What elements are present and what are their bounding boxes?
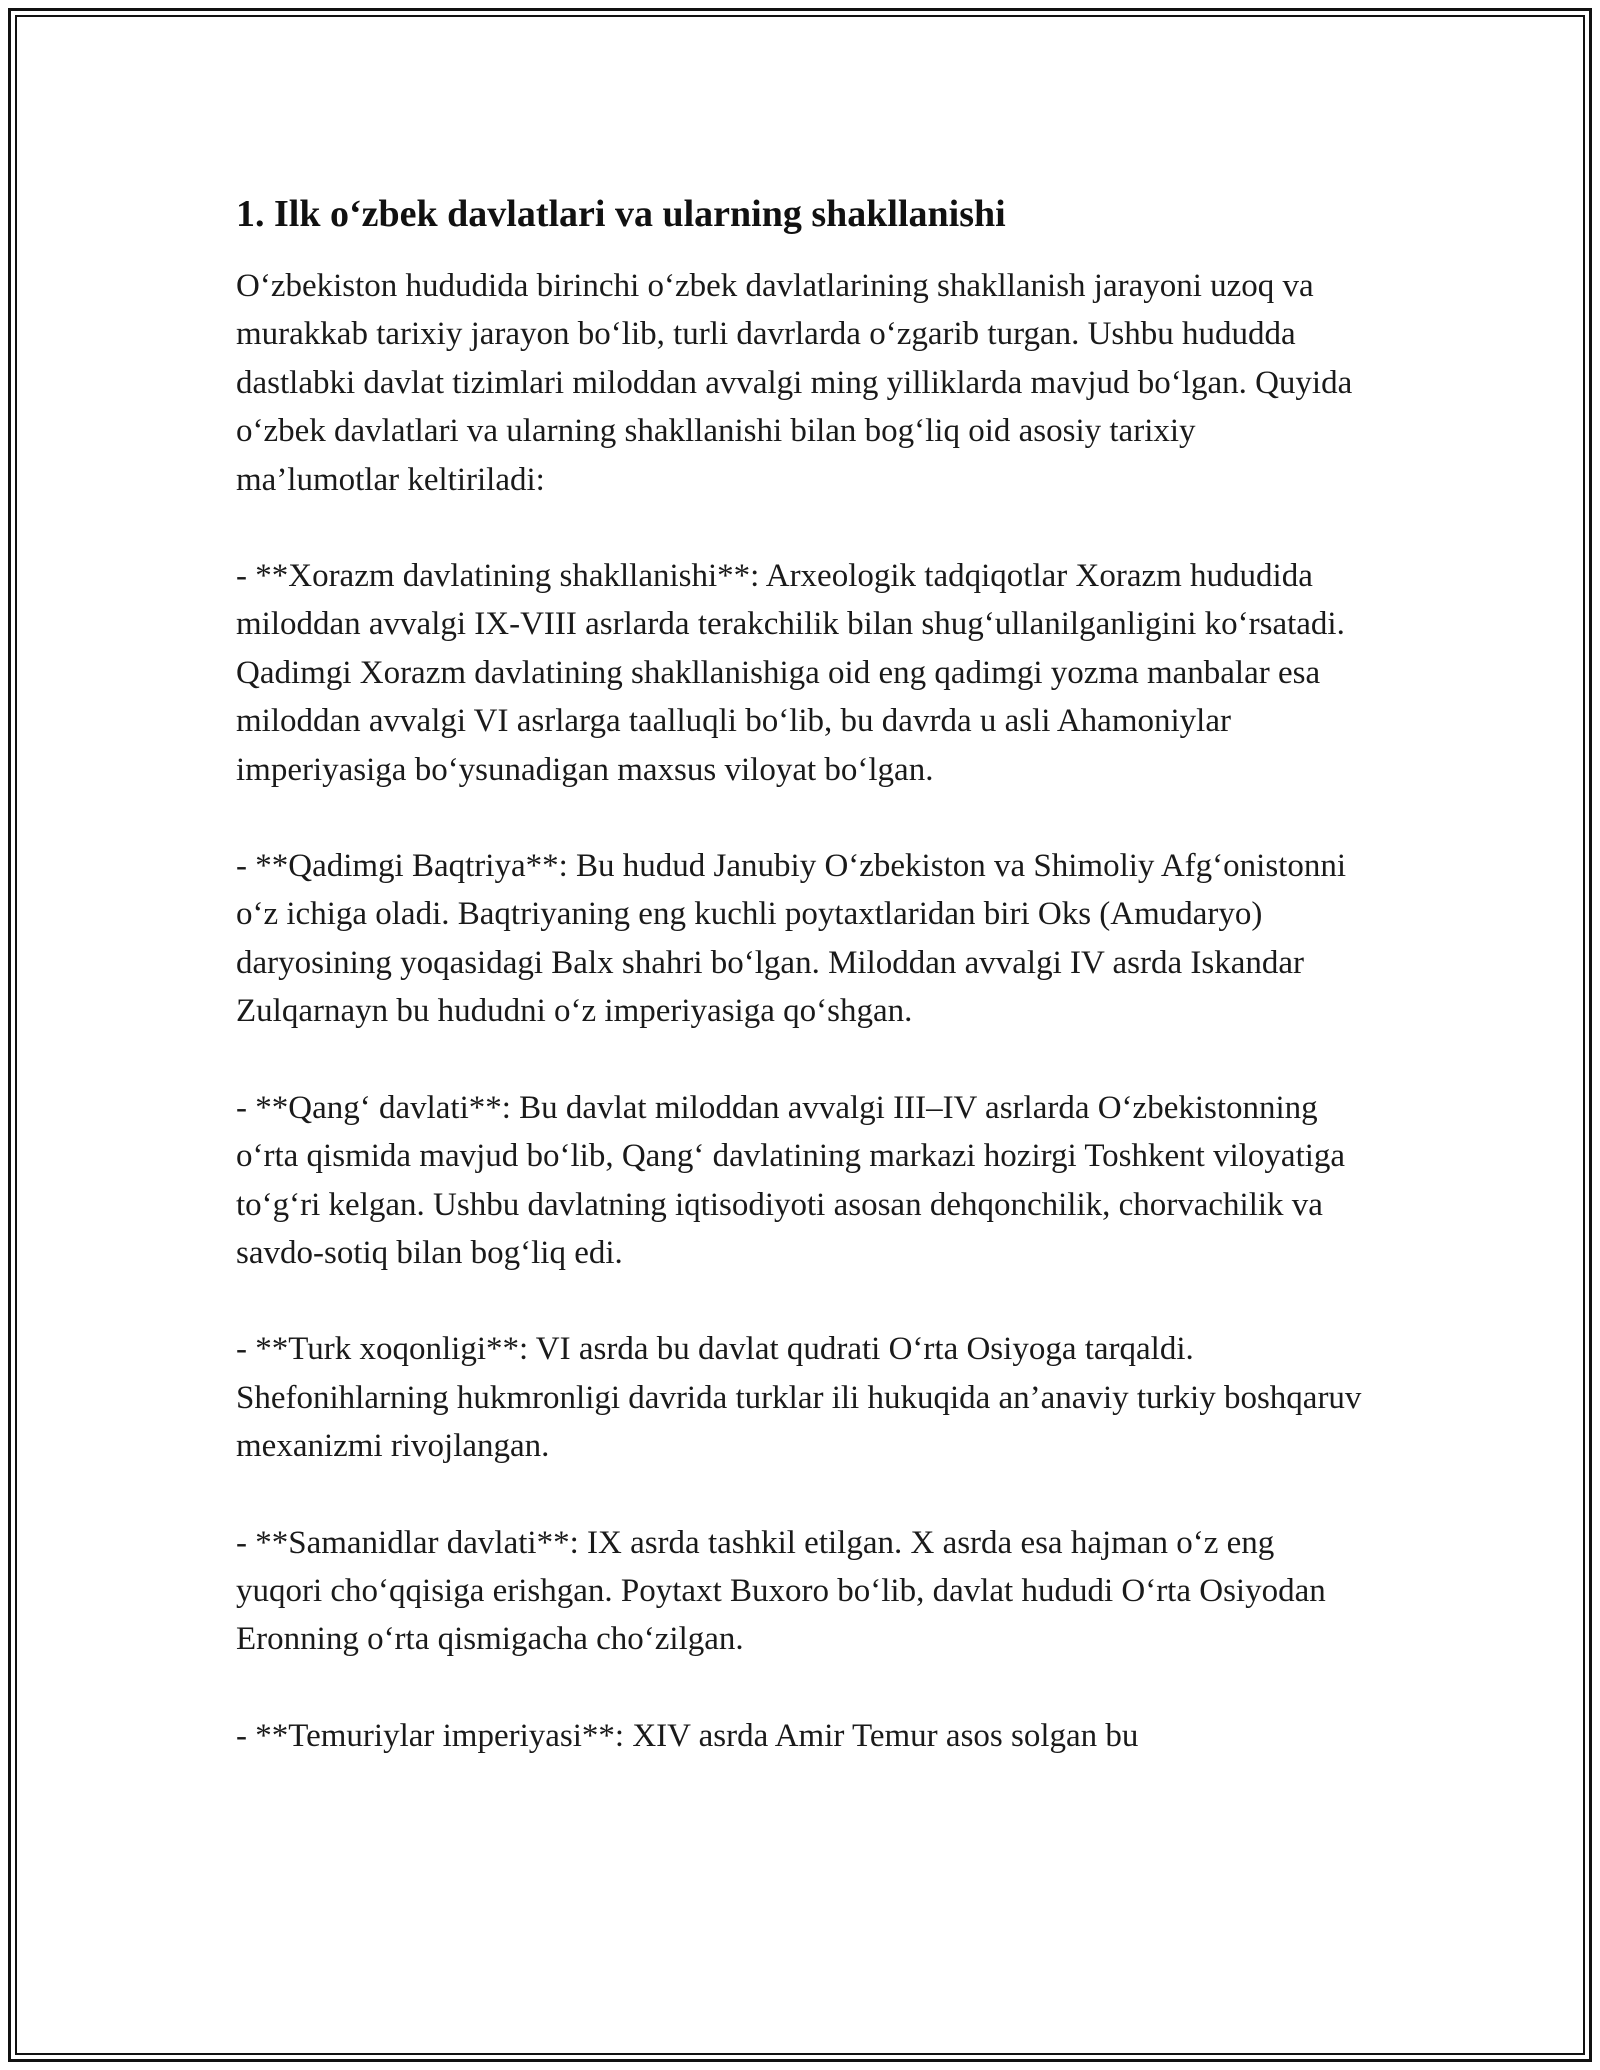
paragraph-samanidlar: - **Samanidlar davlati**: IX asrda tashkil etilgan. X asrda esa hajman o‘z eng yuqori cho‘qqisiga erishgan. Poytaxt Buxoro bo‘lib, davlat hududi O‘rta Osiyodan Eronning o‘rta qismigacha cho‘zilgan.	[236, 1524, 1326, 1658]
paragraph-turk-xoqonligi: - **Turk xoqonligi**: VI asrda bu davlat qudrati O‘rta Osiyoga tarqaldi. Shefonihlarning hukmronligi davrida turklar ili hukuqida an’anaviy turkiy boshqaruv mexanizmi rivojlangan.	[236, 1331, 1362, 1465]
paragraph-xorazm: - **Xorazm davlatining shakllanishi**: Arxeologik tadqiqotlar Xorazm hududida miloddan avvalgi IX-VIII asrlarda terakchilik bilan shug‘ullanilganligini ko‘rsatadi. Qadimgi Xorazm davlatining shakllanishiga oid eng qadimgi yozma manbalar esa miloddan avvalgi VI asrlarga taalluqli bo‘lib, bu davrda u asli Ahamoniylar imperiyasiga bo‘ysunadigan maxsus viloyat bo‘lgan.	[236, 558, 1345, 788]
paragraph-baqtriya: - **Qadimgi Baqtriya**: Bu hudud Janubiy O‘zbekiston va Shimoliy Afg‘onistonni o‘z ichiga oladi. Baqtriyaning eng kuchli poytaxtlaridan biri Oks (Amudaryo) daryosining yoqasidagi Balx shahri bo‘lgan. Miloddan avvalgi IV asrda Iskandar Zulqarnayn bu hududni o‘z imperiyasiga qo‘shgan.	[236, 848, 1346, 1030]
section-heading: 1. Ilk o‘zbek davlatlari va ularning shakllanishi	[236, 193, 1006, 235]
paragraph-intro: O‘zbekiston hududida birinchi o‘zbek davlatlarining shakllanish jarayoni uzoq va murakkab tarixiy jarayon bo‘lib, turli davrlarda o‘zgarib turgan. Ushbu hududda dastlabki davlat tizimlari miloddan avvalgi ming yilliklarda mavjud bo‘lgan. Quyida o‘zbek davlatlari va ularning shakllanishi bilan bog‘liq oid asosiy tarixiy ma’lumotlar keltiriladi:	[236, 268, 1353, 498]
paragraph-qang: - **Qang‘ davlati**: Bu davlat miloddan avvalgi III–IV asrlarda O‘zbekistonning o‘rta qismida mavjud bo‘lib, Qang‘ davlatining markazi hozirgi Toshkent viloyatiga to‘g‘ri kelgan. Ushbu davlatning iqtisodiyoti asosan dehqonchilik, chorvachilik va savdo-sotiq bilan bog‘liq edi.	[236, 1089, 1346, 1271]
paragraph-temuriylar: - **Temuriylar imperiyasi**: XIV asrda Amir Temur asos solgan bu	[236, 1717, 1139, 1754]
document-page	[236, 186, 1366, 1760]
